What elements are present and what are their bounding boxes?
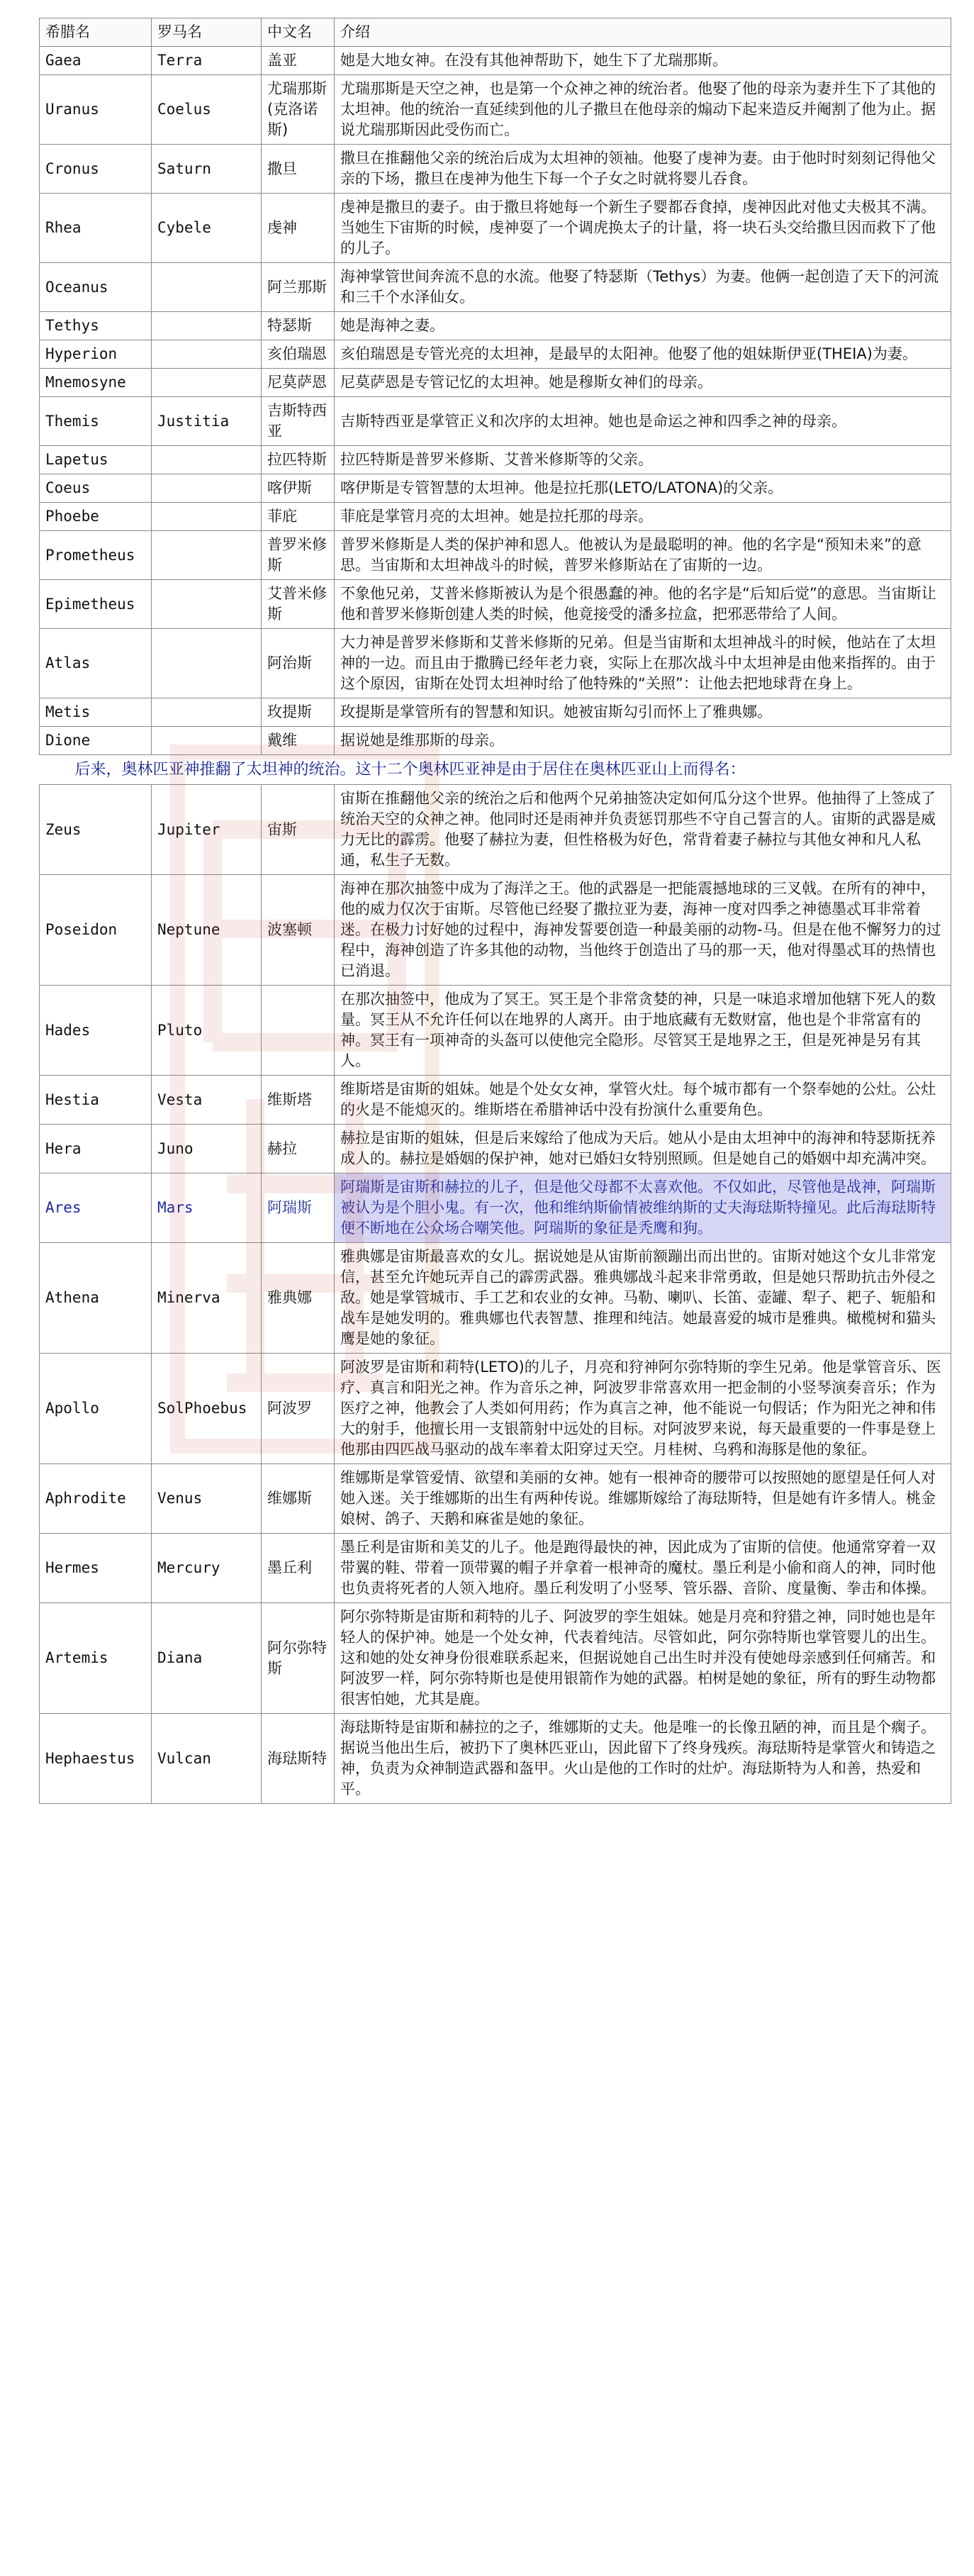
table-row [40,397,951,446]
chinese-name-cell: 盖亚 [262,47,335,75]
description-cell: 维斯塔是宙斯的姐妹。她是个处女女神，掌管火灶。每个城市都有一个祭奉她的公灶。公灶的火是不能熄灭的。维斯塔在希腊神话中没有扮演什么重要角色。 [335,1076,951,1125]
olympian-rows [40,785,951,1804]
roman-name-cell [152,312,262,340]
table-row [40,986,951,1076]
roman-name-cell: Vulcan [152,1714,262,1804]
gods-table [39,18,951,1804]
description-cell: 普罗米修斯是人类的保护神和恩人。他被认为是最聪明的神。他的名字是“预知未来”的意思。当宙斯和太坦神战斗的时候，普罗米修斯站在了宙斯的一边。 [335,531,951,580]
roman-name-cell [152,263,262,312]
description-cell: 海琺斯特是宙斯和赫拉的之子，维娜斯的丈夫。他是唯一的长像丑陋的神，而且是个瘸子。据说当他出生后，被扔下了奥林匹亚山，因此留下了终身残疾。海琺斯特是掌管火和铸造之神，负责为众神制造武器和盔甲。火山是他的工作时的灶炉。海琺斯特为人和善，热爱和平。 [335,1714,951,1804]
roman-name-cell [152,474,262,503]
table-header-row [40,18,951,47]
description-cell: 尤瑞那斯是天空之神，也是第一个众神之神的统治者。他娶了他的母亲为妻并生下了其他的太坦神。他的统治一直延续到他的儿子撒旦在他母亲的煽动下起来造反并阉割了他为止。据说尤瑞那斯因此受伤而亡。 [335,75,951,145]
chinese-name-cell: 艾普米修斯 [262,580,335,629]
roman-name-cell: Vesta [152,1076,262,1125]
description-cell: 大力神是普罗米修斯和艾普米修斯的兄弟。但是当宙斯和太坦神战斗的时候，他站在了太坦神的一边。而且由于撒腾已经年老力衰，实际上在那次战斗中太坦神是由他来指挥的。由于这个原因，宙斯在处罚太坦神时给了他特殊的“关照”：让他去把地球背在身上。 [335,629,951,698]
chinese-name-cell: 菲庇 [262,503,335,531]
chinese-name-cell: 墨丘利 [262,1534,335,1603]
table-row [40,1243,951,1354]
greek-name-cell: Rhea [40,194,152,263]
description-cell: 尼莫萨恩是专管记忆的太坦神。她是穆斯女神们的母亲。 [335,369,951,397]
roman-name-cell [152,727,262,755]
description-cell: 阿尔弥特斯是宙斯和莉特的儿子、阿波罗的孪生姐妹。她是月亮和狩猎之神，同时她也是年轻人的保护神。她是一个处女神，代表着纯洁。尽管如此，阿尔弥特斯也掌管婴儿的出生。这和她的处女神身份很难联系起来，但据说她自己出生时并没有使她母亲感到任何痛苦。和阿波罗一样，阿尔弥特斯也是使用银箭作为她的武器。柏树是她的象征，所有的野生动物都很害怕她，尤其是鹿。 [335,1603,951,1714]
roman-name-cell: Diana [152,1603,262,1714]
description-cell: 她是海神之妻。 [335,312,951,340]
roman-name-cell: Juno [152,1125,262,1173]
chinese-name-cell: 虔神 [262,194,335,263]
greek-name-cell: Cronus [40,145,152,194]
table-row [40,1603,951,1714]
greek-name-cell: Hephaestus [40,1714,152,1804]
description-cell: 阿瑞斯是宙斯和赫拉的儿子，但是他父母都不太喜欢他。不仅如此，尽管他是战神，阿瑞斯被认为是个胆小鬼。有一次，他和维纳斯偷情被维纳斯的丈夫海琺斯特撞见。此后海琺斯特便不断地在公众场合嘲笑他。阿瑞斯的象征是秃鹰和狗。 [335,1173,951,1243]
greek-name-cell: Uranus [40,75,152,145]
description-cell: 虔神是撒旦的妻子。由于撒旦将她每一个新生子婴都吞食掉，虔神因此对他丈夫极其不满。当她生下宙斯的时候，虔神耍了一个调虎换太子的计量，将一块石头交给撒旦因而救下了他的儿子。 [335,194,951,263]
greek-name-cell: Epimetheus [40,580,152,629]
description-cell: 撒旦在推翻他父亲的统治后成为太坦神的领袖。他娶了虔神为妻。由于他时时刻刻记得他父亲的下场，撒旦在虔神为他生下每一个子女之时就将婴儿吞食。 [335,145,951,194]
chinese-name-cell: 尤瑞那斯(克洛诺斯) [262,75,335,145]
chinese-name-cell: 海琺斯特 [262,1714,335,1804]
table-row [40,446,951,474]
greek-name-cell: Gaea [40,47,152,75]
greek-name-cell: Hyperion [40,340,152,369]
table-row [40,1354,951,1464]
chinese-name-cell: 特瑟斯 [262,312,335,340]
description-cell: 她是大地女神。在没有其他神帮助下，她生下了尤瑞那斯。 [335,47,951,75]
document [39,18,951,1804]
table-row [40,194,951,263]
chinese-name-cell: 吉斯特西亚 [262,397,335,446]
chinese-name-cell: 撒旦 [262,145,335,194]
description-cell: 亥伯瑞恩是专管光亮的太坦神，是最早的太阳神。他娶了他的姐妹斯伊亚(THEIA)为妻。 [335,340,951,369]
greek-name-cell: Zeus [40,785,152,875]
table-row [40,474,951,503]
description-cell: 海神掌管世间奔流不息的水流。他娶了特瑟斯（Tethys）为妻。他俩一起创造了天下的河流和三千个水泽仙女。 [335,263,951,312]
divider-section [40,755,951,785]
table-row [40,340,951,369]
chinese-name-cell: 波塞顿 [262,875,335,986]
chinese-name-cell: 戴维 [262,727,335,755]
chinese-name-cell: 喀伊斯 [262,474,335,503]
greek-name-cell: Ares [40,1173,152,1243]
header-greek: 希腊名 [40,18,152,47]
description-cell: 墨丘利是宙斯和美艾的儿子。他是跑得最快的神，因此成为了宙斯的信使。他通常穿着一双带翼的鞋、带着一顶带翼的帽子并拿着一根神奇的魔杖。墨丘利是小偷和商人的神，同时他也负责将死者的人领入地府。墨丘利发明了小竖琴、管乐器、音阶、度量衡、拳击和体操。 [335,1534,951,1603]
greek-name-cell: Coeus [40,474,152,503]
greek-name-cell: Dione [40,727,152,755]
table-row [40,727,951,755]
greek-name-cell: Tethys [40,312,152,340]
table-row [40,312,951,340]
table-row [40,145,951,194]
divider-text: 后来，奥林匹亚神推翻了太坦神的统治。这十二个奥林匹亚神是由于居住在奥林匹亚山上而得名： [40,755,951,785]
roman-name-cell: Neptune [152,875,262,986]
table-row [40,1714,951,1804]
chinese-name-cell: 阿兰那斯 [262,263,335,312]
roman-name-cell: Terra [152,47,262,75]
greek-name-cell: Hermes [40,1534,152,1603]
roman-name-cell [152,580,262,629]
chinese-name-cell: 普罗米修斯 [262,531,335,580]
header-roman: 罗马名 [152,18,262,47]
roman-name-cell: Pluto [152,986,262,1076]
roman-name-cell: Jupiter [152,785,262,875]
greek-name-cell: Mnemosyne [40,369,152,397]
roman-name-cell: Cybele [152,194,262,263]
titan-rows [40,47,951,755]
chinese-name-cell: 阿瑞斯 [262,1173,335,1243]
description-cell: 阿波罗是宙斯和莉特(LETO)的儿子，月亮和狩神阿尔弥特斯的孪生兄弟。他是掌管音乐、医疗、真言和阳光之神。作为音乐之神，阿波罗非常喜欢用一把金制的小竖琴演奏音乐；作为医疗之神，他教会了人类如何用药；作为真言之神，他不能说一句假话；作为阳光之神和伟大的射手，他擅长用一支银箭射中远处的目标。对阿波罗来说，每天最重要的一件事是登上他那由四匹战马驱动的战车率着太阳穿过天空。月桂树、乌鸦和海豚是他的象征。 [335,1354,951,1464]
roman-name-cell: Justitia [152,397,262,446]
greek-name-cell: Poseidon [40,875,152,986]
description-cell: 赫拉是宙斯的姐妹，但是后来嫁给了他成为天后。她从小是由太坦神中的海神和特瑟斯抚养成人的。赫拉是婚姻的保护神，她对已婚妇女特别照顾。但是她自己的婚姻中却充满冲突。 [335,1125,951,1173]
table-row [40,875,951,986]
table-row [40,369,951,397]
roman-name-cell [152,369,262,397]
table-row [40,47,951,75]
greek-name-cell: Oceanus [40,263,152,312]
chinese-name-cell: 赫拉 [262,1125,335,1173]
header-chinese: 中文名 [262,18,335,47]
greek-name-cell: Apollo [40,1354,152,1464]
description-cell: 不象他兄弟，艾普米修斯被认为是个很愚蠢的神。他的名字是“后知后觉”的意思。当宙斯让他和普罗米修斯创建人类的时候，他竟接受的潘多拉盒，把邪恶带给了人间。 [335,580,951,629]
greek-name-cell: Lapetus [40,446,152,474]
roman-name-cell: SolPhoebus [152,1354,262,1464]
roman-name-cell: Saturn [152,145,262,194]
roman-name-cell: Minerva [152,1243,262,1354]
chinese-name-cell: 宙斯 [262,785,335,875]
chinese-name-cell: 阿波罗 [262,1354,335,1464]
divider-row [40,755,951,785]
greek-name-cell: Hestia [40,1076,152,1125]
roman-name-cell [152,531,262,580]
chinese-name-cell: 尼莫萨恩 [262,369,335,397]
chinese-name-cell: 亥伯瑞恩 [262,340,335,369]
greek-name-cell: Prometheus [40,531,152,580]
roman-name-cell [152,503,262,531]
table-row [40,785,951,875]
greek-name-cell: Metis [40,698,152,727]
greek-name-cell: Themis [40,397,152,446]
description-cell: 宙斯在推翻他父亲的统治之后和他两个兄弟抽签决定如何瓜分这个世界。他抽得了上签成了统治天空的众神之神。他同时还是雨神并负责惩罚那些不守自己誓言的人。宙斯的武器是威力无比的霹雳。他娶了赫拉为妻，但性格极为好色，常背着妻子赫拉与其他女神和凡人私通，私生子无数。 [335,785,951,875]
chinese-name-cell: 雅典娜 [262,1243,335,1354]
greek-name-cell: Aphrodite [40,1464,152,1534]
chinese-name-cell: 拉匹特斯 [262,446,335,474]
roman-name-cell [152,629,262,698]
table-row [40,580,951,629]
description-cell: 菲庇是掌管月亮的太坦神。她是拉托那的母亲。 [335,503,951,531]
greek-name-cell: Hades [40,986,152,1076]
table-row [40,1534,951,1603]
chinese-name-cell: 玫提斯 [262,698,335,727]
description-cell: 喀伊斯是专管智慧的太坦神。他是拉托那(LETO/LATONA)的父亲。 [335,474,951,503]
table-row [40,263,951,312]
chinese-name-cell: 阿治斯 [262,629,335,698]
greek-name-cell: Artemis [40,1603,152,1714]
table-row [40,1125,951,1173]
roman-name-cell [152,446,262,474]
roman-name-cell [152,698,262,727]
description-cell: 拉匹特斯是普罗米修斯、艾普米修斯等的父亲。 [335,446,951,474]
description-cell: 雅典娜是宙斯最喜欢的女儿。据说她是从宙斯前额蹦出而出世的。宙斯对她这个女儿非常宠信，甚至允许她玩弄自己的霹雳武器。雅典娜战斗起来非常勇敢，但是她只帮助抗击外侵之敌。她是掌管城市、手工艺和农业的女神。马勒、喇叭、长笛、壶罐、犁子、耙子、轭船和战车是她发明的。雅典娜也代表智慧、推理和纯洁。她最喜爱的城市是雅典。橄榄树和猫头鹰是她的象征。 [335,1243,951,1354]
description-cell: 在那次抽签中，他成为了冥王。冥王是个非常贪婪的神，只是一味追求增加他辖下死人的数量。冥王从不允许任何以在地界的人离开。由于地底藏有无数财富，他也是个非常富有的神。冥王有一项神奇的头盔可以使他完全隐形。尽管冥王是地界之王，但是死神是另有其人。 [335,986,951,1076]
roman-name-cell: Venus [152,1464,262,1534]
roman-name-cell: Mars [152,1173,262,1243]
table-row [40,531,951,580]
description-cell: 据说她是维那斯的母亲。 [335,727,951,755]
description-cell: 海神在那次抽签中成为了海洋之王。他的武器是一把能震撼地球的三叉戟。在所有的神中，他的威力仅次于宙斯。尽管他已经娶了撒拉亚为妻，海神一度对四季之神德墨忒耳非常着迷。在极力讨好她的过程中，海神发誓要创造一种最美丽的动物-马。但是在他不懈努力的过程中，海神创造了许多其他的动物，当他终于创造出了马的那一天，他对得墨忒耳的热情也已消退。 [335,875,951,986]
table-row [40,1076,951,1125]
roman-name-cell: Coelus [152,75,262,145]
description-cell: 吉斯特西亚是掌管正义和次序的太坦神。她也是命运之神和四季之神的母亲。 [335,397,951,446]
greek-name-cell: Atlas [40,629,152,698]
greek-name-cell: Phoebe [40,503,152,531]
table-row [40,1464,951,1534]
roman-name-cell [152,340,262,369]
greek-name-cell: Athena [40,1243,152,1354]
table-row [40,75,951,145]
table-row [40,503,951,531]
description-cell: 维娜斯是掌管爱情、欲望和美丽的女神。她有一根神奇的腰带可以按照她的愿望是任何人对她入迷。关于维娜斯的出生有两种传说。维娜斯嫁给了海琺斯特，但是她有许多情人。桃金娘树、鸽子、天鹅和麻雀是她的象征。 [335,1464,951,1534]
chinese-name-cell [262,986,335,1076]
chinese-name-cell: 维斯塔 [262,1076,335,1125]
greek-name-cell: Hera [40,1125,152,1173]
header-intro: 介绍 [335,18,951,47]
table-row [40,629,951,698]
roman-name-cell: Mercury [152,1534,262,1603]
description-cell: 玫提斯是掌管所有的智慧和知识。她被宙斯勾引而怀上了雅典娜。 [335,698,951,727]
chinese-name-cell: 维娜斯 [262,1464,335,1534]
table-row [40,1173,951,1243]
table-row [40,698,951,727]
chinese-name-cell: 阿尔弥特斯 [262,1603,335,1714]
